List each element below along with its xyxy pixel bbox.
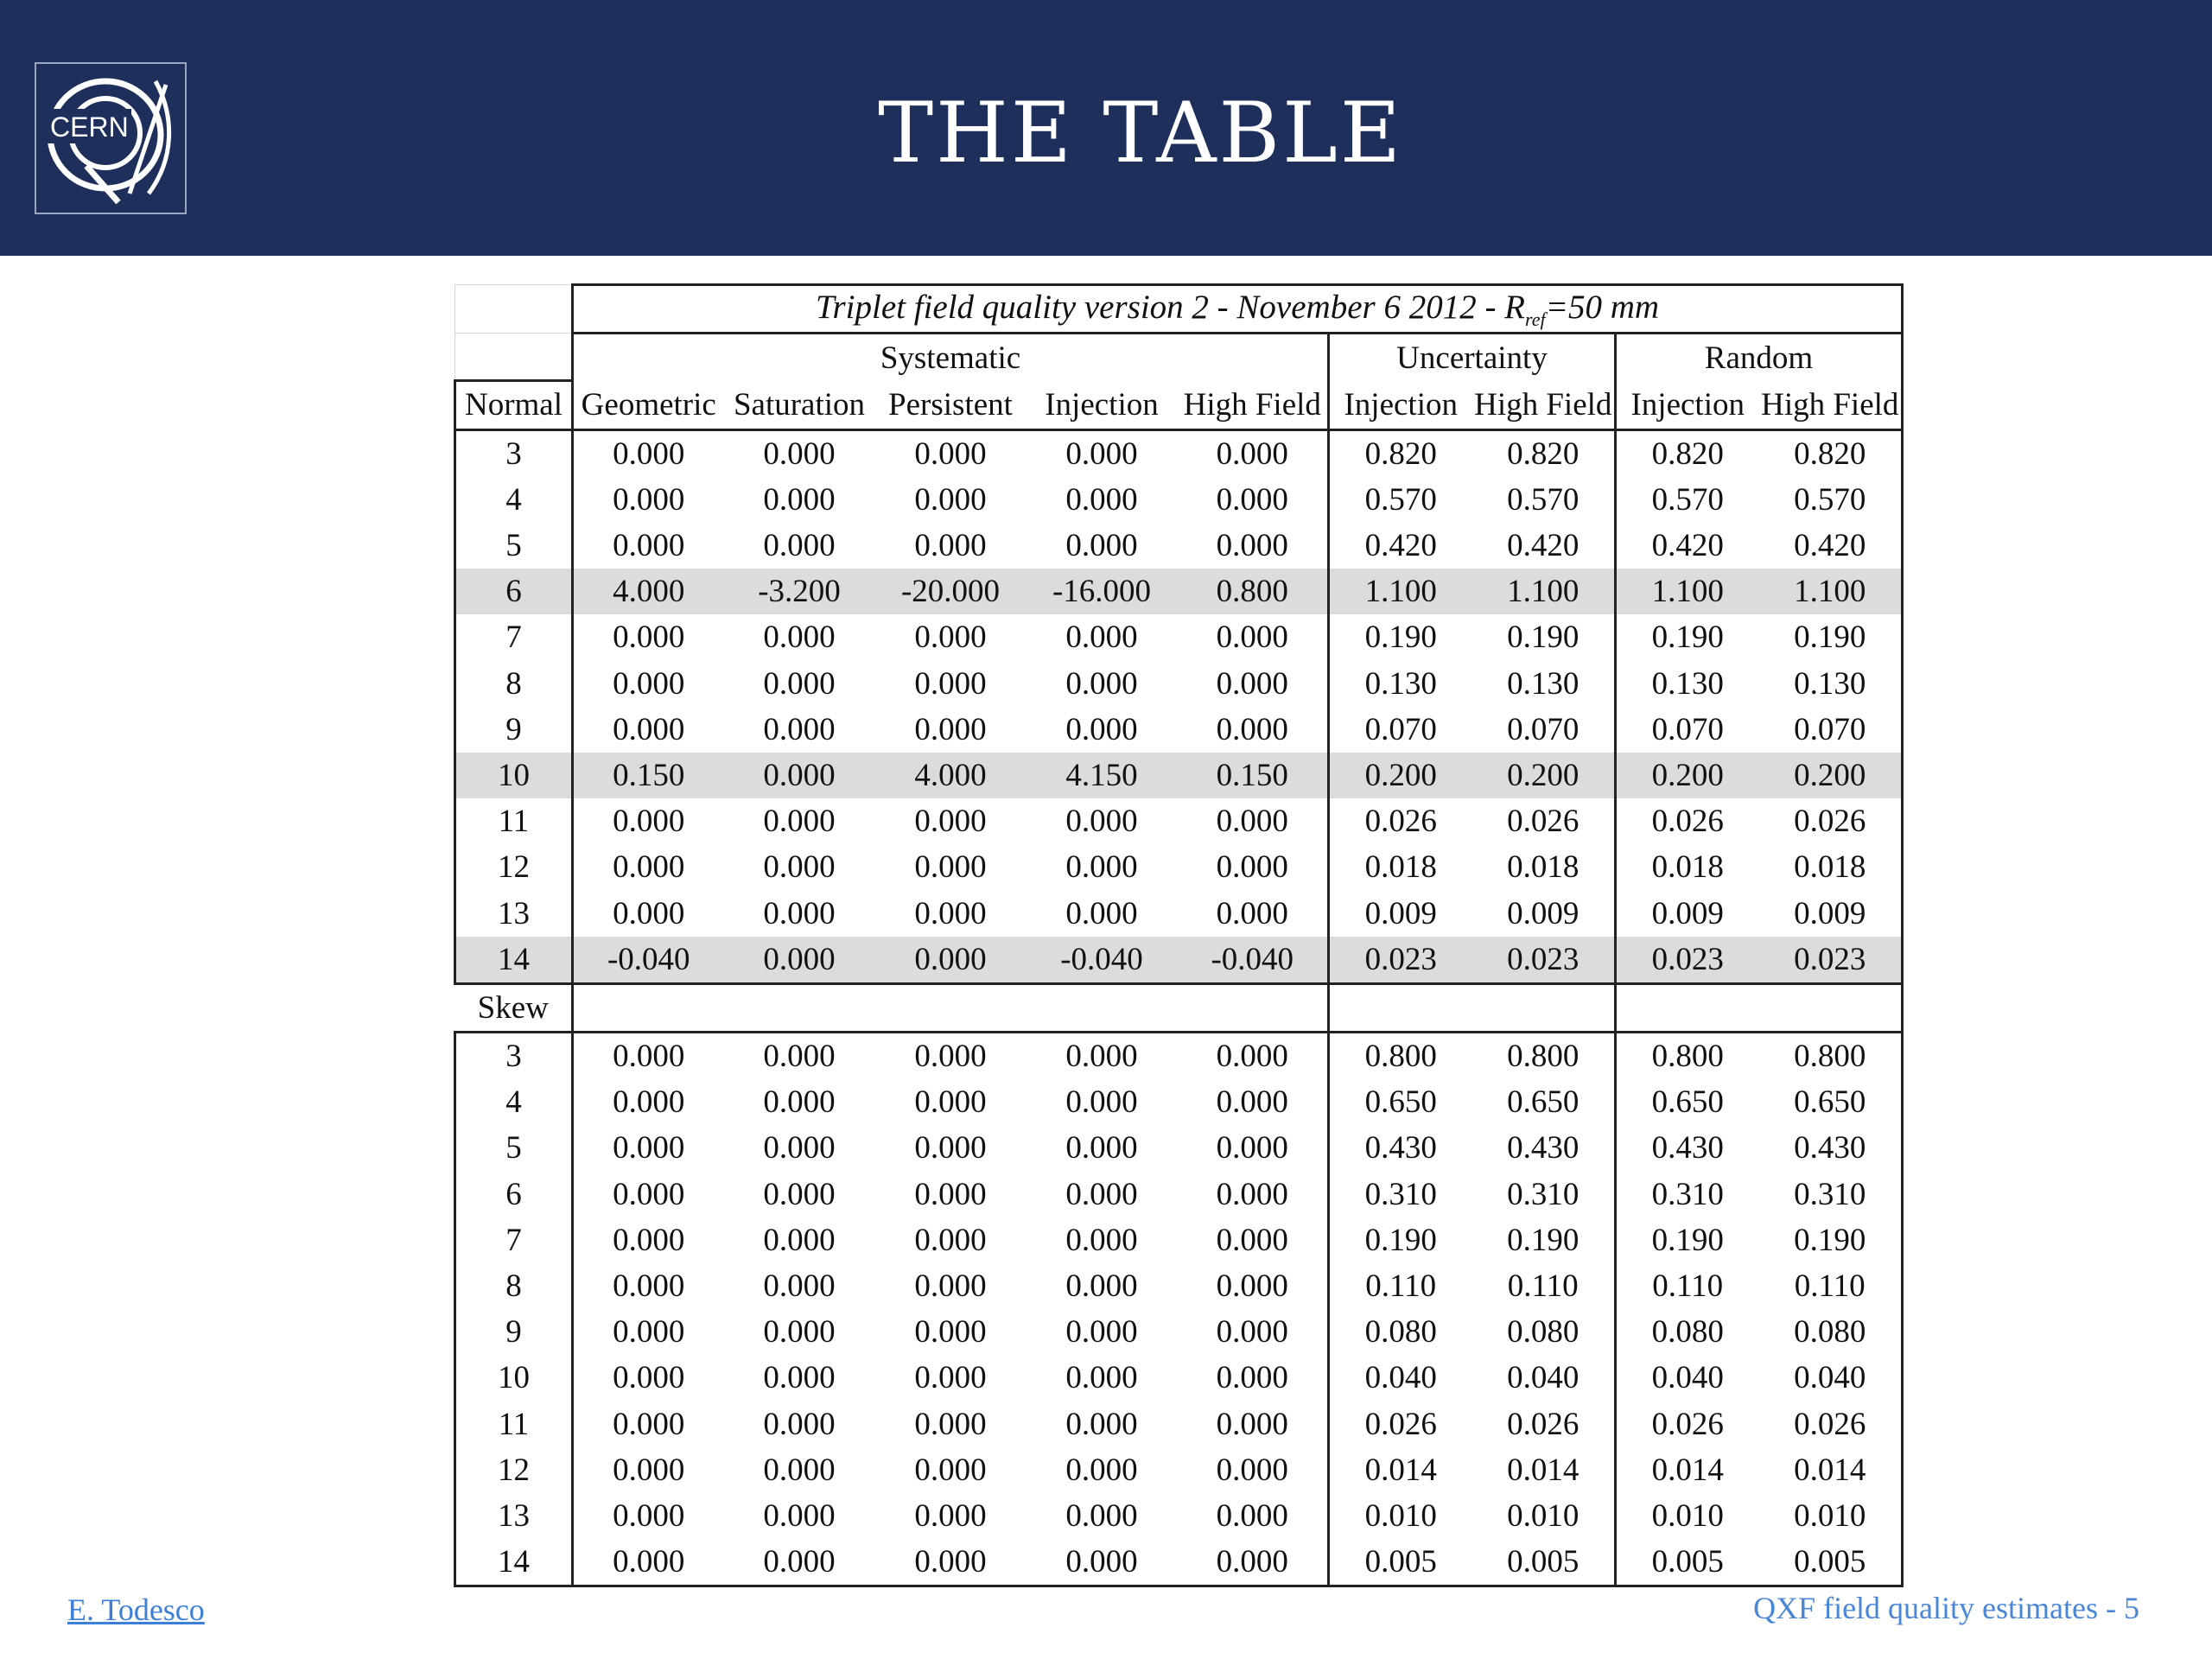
skew-label: Skew <box>455 983 573 1032</box>
order-cell: 13 <box>455 890 573 936</box>
value-cell: 0.023 <box>1616 937 1759 984</box>
value-cell: 0.000 <box>613 1039 685 1075</box>
value-cell: 1.100 <box>1759 569 1903 614</box>
value-cell: 0.000 <box>1065 1360 1138 1396</box>
table-row <box>455 569 1903 614</box>
value-cell: 0.000 <box>613 711 685 747</box>
value-cell: 0.800 <box>1507 1039 1580 1075</box>
value-cell: 0.026 <box>1616 798 1759 844</box>
value-cell: 0.000 <box>1216 711 1288 747</box>
order-cell: 14 <box>455 937 573 984</box>
value-cell: 0.026 <box>1507 804 1580 840</box>
order-cell: 13 <box>455 1493 573 1539</box>
value-cell: 0.000 <box>914 711 987 747</box>
table-title-sub: ref <box>1525 308 1546 330</box>
value-cell: 0.000 <box>914 1130 987 1166</box>
column-header: Injection <box>1329 381 1472 429</box>
value-cell: 0.000 <box>914 528 987 564</box>
value-cell: 0.000 <box>763 620 836 656</box>
value-cell: 0.000 <box>613 1084 685 1121</box>
value-cell: 0.023 <box>1472 937 1616 984</box>
order-cell: 9 <box>455 1309 573 1355</box>
value-cell: 0.310 <box>1329 1172 1472 1217</box>
value-cell: 0.000 <box>724 1539 875 1586</box>
value-cell: 0.014 <box>1616 1447 1759 1493</box>
order-cell: 8 <box>455 1263 573 1309</box>
value-cell: 0.000 <box>1216 665 1288 702</box>
value-cell: 0.000 <box>1216 895 1288 931</box>
value-cell: 0.023 <box>1759 937 1903 984</box>
value-cell: 0.130 <box>1507 665 1580 702</box>
value-cell: 0.000 <box>1065 1222 1138 1258</box>
table-row <box>455 1402 1903 1447</box>
value-cell: 0.000 <box>1216 1176 1288 1212</box>
order-cell: 12 <box>455 844 573 890</box>
value-cell: 0.026 <box>1329 798 1472 844</box>
value-cell: 0.000 <box>1065 711 1138 747</box>
value-cell: 0.000 <box>1178 1539 1329 1586</box>
value-cell: 0.430 <box>1329 1125 1472 1171</box>
value-cell: 0.200 <box>1616 753 1759 798</box>
order-cell: 7 <box>455 614 573 660</box>
value-cell: 0.010 <box>1329 1493 1472 1539</box>
value-cell: 0.014 <box>1759 1447 1903 1493</box>
value-cell: 0.420 <box>1329 523 1472 569</box>
order-cell: 12 <box>455 1447 573 1493</box>
value-cell: 0.000 <box>763 1360 836 1396</box>
order-cell: 3 <box>455 1033 573 1080</box>
value-cell: 0.190 <box>1507 620 1580 656</box>
value-cell: 0.000 <box>1065 1130 1138 1166</box>
empty-corner-cell <box>455 285 573 334</box>
normal-label: Normal <box>455 381 573 429</box>
value-cell: 0.000 <box>1216 1497 1288 1534</box>
value-cell: 0.650 <box>1507 1084 1580 1121</box>
group-uncertainty: Uncertainty <box>1329 334 1616 381</box>
value-cell: 0.070 <box>1329 707 1472 753</box>
value-cell: 0.000 <box>1216 1268 1288 1305</box>
value-cell: 0.018 <box>1616 844 1759 890</box>
table-row <box>455 1079 1903 1125</box>
value-cell: 0.000 <box>1216 804 1288 840</box>
value-cell: 0.000 <box>613 1360 685 1396</box>
value-cell: 0.200 <box>1472 753 1616 798</box>
value-cell: 0.000 <box>1216 1084 1288 1121</box>
value-cell: 0.430 <box>1507 1130 1580 1166</box>
column-header: Injection <box>1616 381 1759 429</box>
value-cell: 0.000 <box>1027 1539 1178 1586</box>
value-cell: 0.000 <box>914 665 987 702</box>
table-row <box>455 937 1903 984</box>
value-cell: -20.000 <box>875 569 1027 614</box>
value-cell: 0.000 <box>763 804 836 840</box>
table-row <box>455 614 1903 660</box>
value-cell: -0.040 <box>573 937 724 984</box>
value-cell: 0.000 <box>1065 1452 1138 1488</box>
table-row <box>455 890 1903 936</box>
author-link[interactable]: E. Todesco <box>67 1592 205 1627</box>
value-cell: 0.800 <box>1329 1033 1472 1080</box>
order-cell: 14 <box>455 1539 573 1586</box>
table-row <box>455 1125 1903 1171</box>
table-title-main: Triplet field quality version 2 - November 6 2012 - R <box>815 288 1526 326</box>
table-row <box>455 1263 1903 1309</box>
value-cell: 0.005 <box>1759 1539 1903 1586</box>
value-cell: 0.130 <box>1759 661 1903 707</box>
value-cell: 0.000 <box>914 1314 987 1351</box>
value-cell: 0.000 <box>914 1084 987 1121</box>
value-cell: 0.200 <box>1759 753 1903 798</box>
value-cell: 0.000 <box>1065 620 1138 656</box>
value-cell: 0.420 <box>1616 523 1759 569</box>
value-cell: 0.000 <box>613 849 685 886</box>
value-cell: 0.009 <box>1616 890 1759 936</box>
value-cell: 0.000 <box>1216 435 1288 472</box>
value-cell: 0.000 <box>613 1176 685 1212</box>
value-cell: 0.310 <box>1759 1172 1903 1217</box>
cern-logo-text: CERN <box>50 111 129 143</box>
order-cell: 8 <box>455 661 573 707</box>
value-cell: 0.000 <box>1216 1222 1288 1258</box>
value-cell: 0.800 <box>1616 1033 1759 1080</box>
value-cell: 0.000 <box>875 937 1027 984</box>
value-cell: 0.000 <box>1216 1452 1288 1488</box>
page-footer: QXF field quality estimates - 5 <box>1753 1591 2139 1625</box>
group-random: Random <box>1616 334 1903 381</box>
value-cell: 0.023 <box>1329 937 1472 984</box>
value-cell: -0.040 <box>1027 937 1178 984</box>
column-header: Saturation <box>724 381 875 429</box>
value-cell: 0.070 <box>1759 707 1903 753</box>
value-cell: 0.000 <box>1216 1039 1288 1075</box>
value-cell: 0.000 <box>613 481 685 518</box>
value-cell: 0.005 <box>1616 1539 1759 1586</box>
value-cell: 0.000 <box>763 1497 836 1534</box>
table-row <box>455 707 1903 753</box>
value-cell: 0.000 <box>914 895 987 931</box>
value-cell: 0.310 <box>1616 1172 1759 1217</box>
value-cell: 0.000 <box>613 1222 685 1258</box>
value-cell: -0.040 <box>1178 937 1329 984</box>
value-cell: 0.009 <box>1329 890 1472 936</box>
value-cell: 0.000 <box>1065 665 1138 702</box>
value-cell: 0.009 <box>1507 895 1580 931</box>
title-banner <box>0 0 2212 256</box>
table-row <box>455 429 1903 477</box>
value-cell: 0.150 <box>573 753 724 798</box>
order-cell: 4 <box>455 477 573 523</box>
value-cell: 0.800 <box>1178 569 1329 614</box>
value-cell: 0.000 <box>875 1539 1027 1586</box>
value-cell: 0.070 <box>1507 711 1580 747</box>
order-cell: 6 <box>455 569 573 614</box>
value-cell: 0.200 <box>1329 753 1472 798</box>
value-cell: 0.000 <box>1216 620 1288 656</box>
value-cell: 0.130 <box>1329 661 1472 707</box>
value-cell: 0.000 <box>1065 1084 1138 1121</box>
value-cell: 0.000 <box>613 665 685 702</box>
value-cell: 0.018 <box>1507 849 1580 886</box>
value-cell: 0.820 <box>1759 429 1903 477</box>
value-cell: 0.080 <box>1329 1309 1472 1355</box>
value-cell: 0.110 <box>1329 1263 1472 1309</box>
value-cell: 0.000 <box>1065 1268 1138 1305</box>
value-cell: 0.018 <box>1329 844 1472 890</box>
skew-header-row <box>455 983 1903 1032</box>
empty-cell <box>1616 983 1903 1032</box>
value-cell: 0.430 <box>1616 1125 1759 1171</box>
value-cell: 0.820 <box>1329 429 1472 477</box>
value-cell: 0.040 <box>1507 1360 1580 1396</box>
value-cell: 1.100 <box>1472 569 1616 614</box>
value-cell: 0.005 <box>1472 1539 1616 1586</box>
value-cell: 0.026 <box>1616 1402 1759 1447</box>
empty-cell <box>1329 983 1616 1032</box>
value-cell: 0.040 <box>1759 1355 1903 1401</box>
value-cell: 0.000 <box>914 1039 987 1075</box>
order-cell: 9 <box>455 707 573 753</box>
value-cell: 0.000 <box>613 435 685 472</box>
group-systematic: Systematic <box>573 334 1329 381</box>
value-cell: 0.000 <box>763 849 836 886</box>
order-cell: 10 <box>455 1355 573 1401</box>
value-cell: 0.190 <box>1616 614 1759 660</box>
value-cell: 4.000 <box>573 569 724 614</box>
value-cell: 0.000 <box>763 481 836 518</box>
value-cell: 0.190 <box>1616 1217 1759 1263</box>
value-cell: 0.026 <box>1329 1402 1472 1447</box>
order-cell: 4 <box>455 1079 573 1125</box>
value-cell: 0.000 <box>613 1406 685 1442</box>
value-cell: 0.000 <box>613 1268 685 1305</box>
value-cell: 0.000 <box>914 1452 987 1488</box>
value-cell: -16.000 <box>1027 569 1178 614</box>
value-cell: 0.000 <box>914 1268 987 1305</box>
value-cell: 0.000 <box>763 711 836 747</box>
table-row <box>455 1172 1903 1217</box>
table-row <box>455 1493 1903 1539</box>
value-cell: 0.018 <box>1759 844 1903 890</box>
value-cell: 0.000 <box>1216 528 1288 564</box>
value-cell: 0.000 <box>613 1497 685 1534</box>
value-cell: 0.040 <box>1616 1355 1759 1401</box>
value-cell: 0.000 <box>1065 528 1138 564</box>
value-cell: 0.000 <box>914 1222 987 1258</box>
value-cell: 0.430 <box>1759 1125 1903 1171</box>
value-cell: 0.000 <box>613 1314 685 1351</box>
value-cell: 0.000 <box>914 804 987 840</box>
table-row <box>455 844 1903 890</box>
value-cell: 0.014 <box>1507 1452 1580 1488</box>
value-cell: 0.000 <box>1065 849 1138 886</box>
column-header: High Field <box>1178 381 1329 429</box>
value-cell: 0.000 <box>763 1452 836 1488</box>
value-cell: 0.000 <box>914 849 987 886</box>
value-cell: 0.026 <box>1759 798 1903 844</box>
value-cell: 0.000 <box>763 528 836 564</box>
value-cell: 0.000 <box>914 435 987 472</box>
value-cell: 0.000 <box>724 937 875 984</box>
value-cell: 0.000 <box>613 895 685 931</box>
column-header: Injection <box>1027 381 1178 429</box>
order-cell: 6 <box>455 1172 573 1217</box>
order-cell: 11 <box>455 798 573 844</box>
order-cell: 7 <box>455 1217 573 1263</box>
value-cell: 0.000 <box>763 435 836 472</box>
value-cell: 0.000 <box>763 1314 836 1351</box>
table-row <box>455 523 1903 569</box>
value-cell: 0.570 <box>1616 477 1759 523</box>
table-row <box>455 1355 1903 1401</box>
order-cell: 5 <box>455 1125 573 1171</box>
value-cell: 0.080 <box>1507 1314 1580 1351</box>
value-cell: 0.820 <box>1507 435 1580 472</box>
value-cell: 0.000 <box>1216 481 1288 518</box>
value-cell: 0.000 <box>1065 1039 1138 1075</box>
order-cell: 5 <box>455 523 573 569</box>
column-header: Geometric <box>573 381 724 429</box>
table-row <box>455 753 1903 798</box>
table-title-tail: =50 mm <box>1545 288 1660 326</box>
value-cell: 0.009 <box>1759 890 1903 936</box>
field-quality-table <box>454 283 1904 1587</box>
value-cell: 0.190 <box>1507 1222 1580 1258</box>
value-cell: 0.010 <box>1616 1493 1759 1539</box>
value-cell: 0.070 <box>1616 707 1759 753</box>
value-cell: 0.000 <box>613 804 685 840</box>
value-cell: 0.000 <box>1065 481 1138 518</box>
value-cell: 0.800 <box>1759 1033 1903 1080</box>
value-cell: 0.000 <box>1065 804 1138 840</box>
table-row <box>455 1447 1903 1493</box>
column-header: High Field <box>1759 381 1903 429</box>
value-cell: 0.190 <box>1329 614 1472 660</box>
value-cell: 0.000 <box>1216 1314 1288 1351</box>
value-cell: 0.000 <box>1216 1130 1288 1166</box>
value-cell: 0.000 <box>613 528 685 564</box>
table-row <box>455 1217 1903 1263</box>
value-cell: 0.080 <box>1759 1309 1903 1355</box>
value-cell: 0.190 <box>1759 614 1903 660</box>
value-cell: 0.000 <box>613 1452 685 1488</box>
table-row <box>455 1033 1903 1080</box>
table-row <box>455 1309 1903 1355</box>
table-row <box>455 798 1903 844</box>
value-cell: 0.000 <box>914 481 987 518</box>
order-cell: 10 <box>455 753 573 798</box>
value-cell: 0.110 <box>1507 1268 1579 1305</box>
value-cell: 0.130 <box>1616 661 1759 707</box>
value-cell: 0.000 <box>914 1497 987 1534</box>
value-cell: 0.000 <box>914 1406 987 1442</box>
table-title <box>573 285 1903 334</box>
value-cell: 0.000 <box>763 1130 836 1166</box>
value-cell: 0.040 <box>1329 1355 1472 1401</box>
value-cell: 0.000 <box>763 1268 836 1305</box>
order-cell: 11 <box>455 1402 573 1447</box>
value-cell: 0.570 <box>1507 481 1580 518</box>
value-cell: 0.000 <box>763 1406 836 1442</box>
value-cell: 0.000 <box>763 1039 836 1075</box>
empty-corner-cell <box>455 334 573 381</box>
value-cell: 0.005 <box>1329 1539 1472 1586</box>
value-cell: 0.000 <box>914 1176 987 1212</box>
value-cell: 0.014 <box>1329 1447 1472 1493</box>
value-cell: -3.200 <box>724 569 875 614</box>
value-cell: 0.000 <box>1065 1314 1138 1351</box>
value-cell: 0.000 <box>1065 1406 1138 1442</box>
value-cell: 0.650 <box>1616 1079 1759 1125</box>
value-cell: 0.000 <box>763 1084 836 1121</box>
value-cell: 0.000 <box>613 1130 685 1166</box>
value-cell: 0.080 <box>1616 1309 1759 1355</box>
column-header: Persistent <box>875 381 1027 429</box>
value-cell: 0.000 <box>914 620 987 656</box>
value-cell: 0.000 <box>1065 895 1138 931</box>
value-cell: 0.000 <box>1065 435 1138 472</box>
value-cell: 0.190 <box>1759 1217 1903 1263</box>
value-cell: 0.190 <box>1329 1217 1472 1263</box>
value-cell: 0.000 <box>1065 1497 1138 1534</box>
value-cell: 0.420 <box>1507 528 1580 564</box>
value-cell: 0.000 <box>1216 1360 1288 1396</box>
empty-cell <box>573 983 1329 1032</box>
table-row <box>455 477 1903 523</box>
column-header: High Field <box>1472 381 1616 429</box>
value-cell: 0.000 <box>724 753 875 798</box>
value-cell: 4.000 <box>875 753 1027 798</box>
value-cell: 0.000 <box>613 620 685 656</box>
value-cell: 0.000 <box>763 665 836 702</box>
value-cell: 4.150 <box>1027 753 1178 798</box>
value-cell: 0.000 <box>914 1360 987 1396</box>
value-cell: 0.026 <box>1759 1402 1903 1447</box>
value-cell: 0.000 <box>1065 1176 1138 1212</box>
value-cell: 0.110 <box>1759 1263 1903 1309</box>
value-cell: 0.000 <box>763 1222 836 1258</box>
value-cell: 0.026 <box>1507 1406 1580 1442</box>
value-cell: 0.650 <box>1759 1079 1903 1125</box>
value-cell: 0.310 <box>1507 1176 1580 1212</box>
value-cell: 0.420 <box>1759 523 1903 569</box>
value-cell: 0.150 <box>1178 753 1329 798</box>
value-cell: 0.570 <box>1329 477 1472 523</box>
value-cell: 1.100 <box>1329 569 1472 614</box>
value-cell: 0.000 <box>763 895 836 931</box>
value-cell: 0.110 <box>1616 1263 1759 1309</box>
value-cell: 0.000 <box>1216 849 1288 886</box>
value-cell: 0.010 <box>1507 1497 1580 1534</box>
table-row <box>455 1539 1903 1586</box>
value-cell: 0.820 <box>1616 429 1759 477</box>
slide-title: THE TABLE <box>878 85 1403 181</box>
value-cell: 0.000 <box>763 1176 836 1212</box>
order-cell: 3 <box>455 429 573 477</box>
value-cell: 0.000 <box>573 1539 724 1586</box>
table-row <box>455 661 1903 707</box>
value-cell: 0.570 <box>1759 477 1903 523</box>
value-cell: 0.650 <box>1329 1079 1472 1125</box>
value-cell: 0.000 <box>1216 1406 1288 1442</box>
value-cell: 0.010 <box>1759 1493 1903 1539</box>
value-cell: 1.100 <box>1616 569 1759 614</box>
